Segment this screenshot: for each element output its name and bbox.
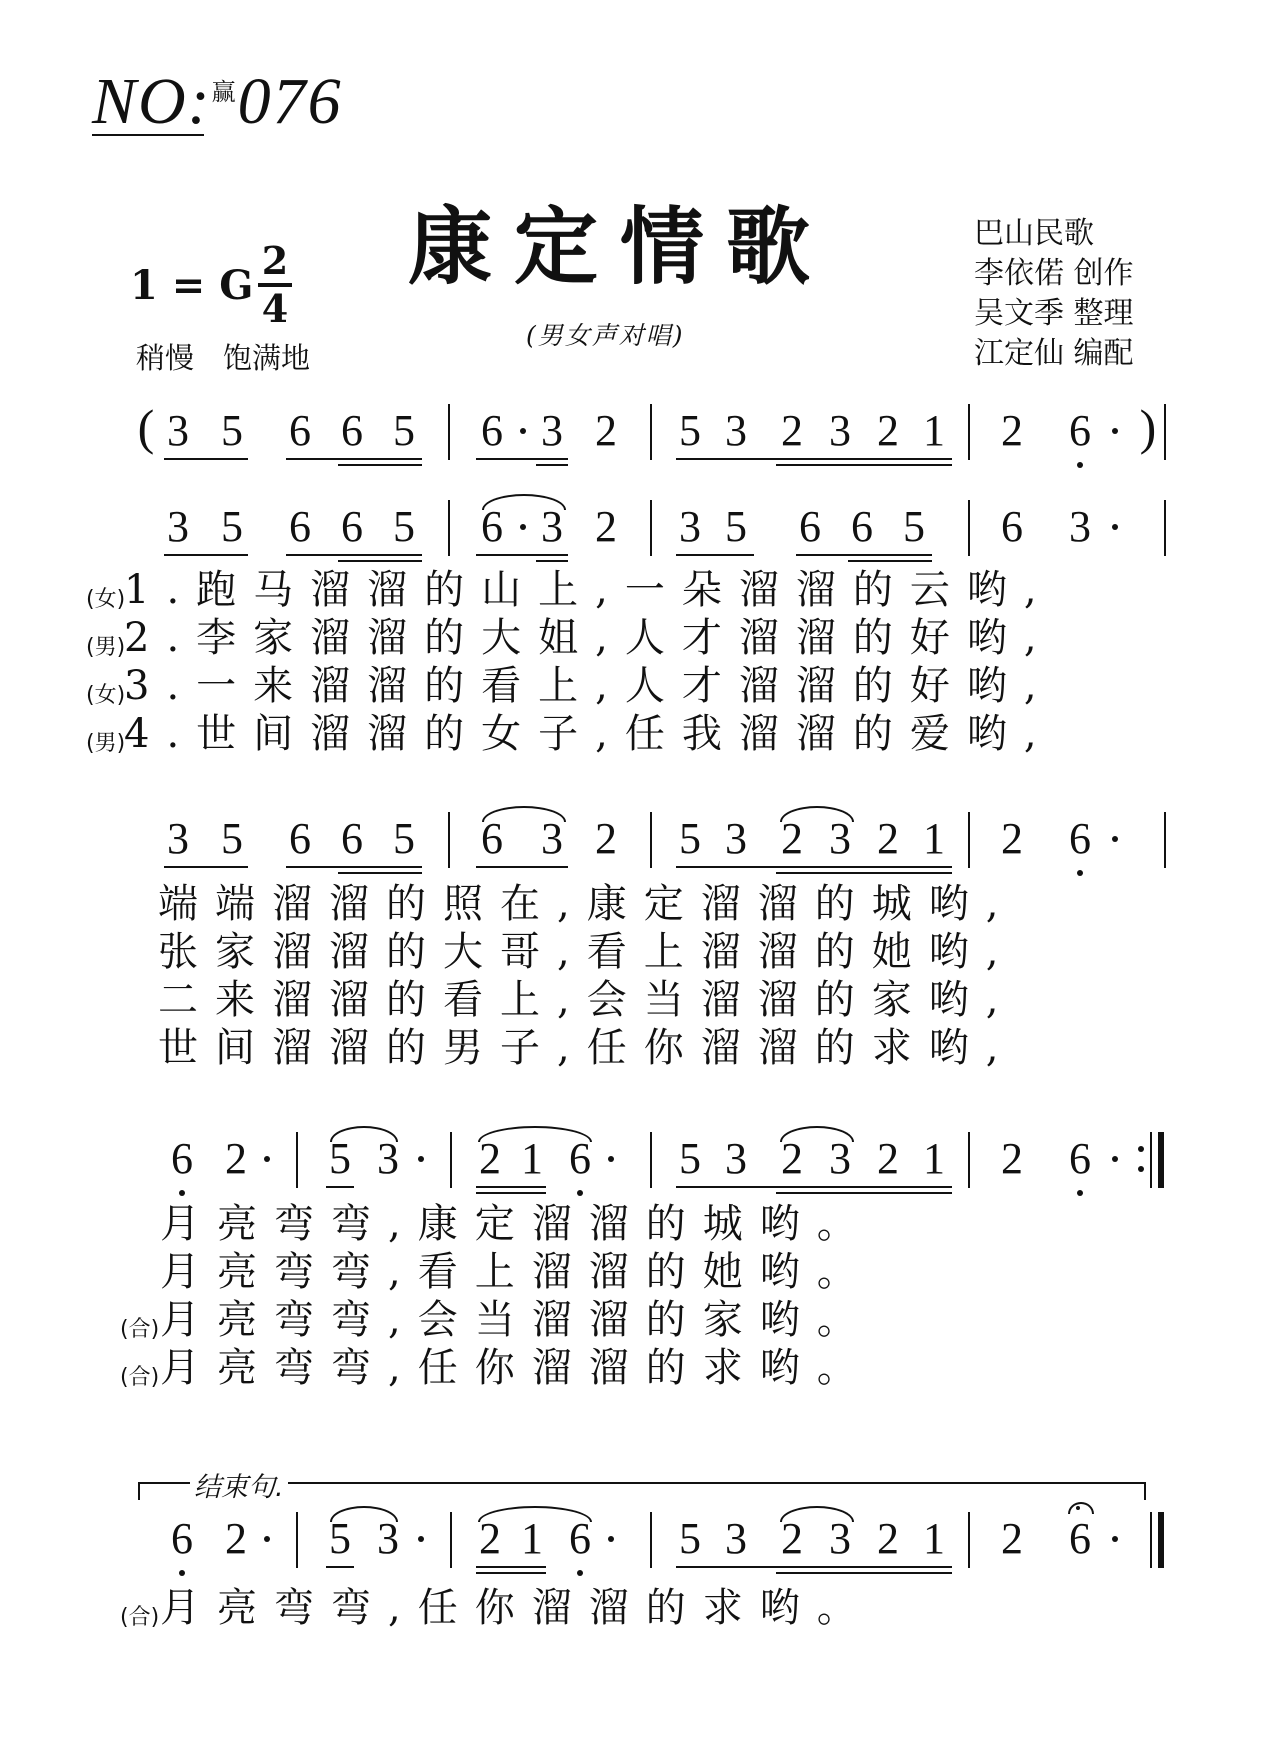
note: 2 xyxy=(225,1134,247,1183)
note: 5 xyxy=(903,502,925,551)
voice-mark: (女) xyxy=(86,587,126,612)
note: 2 xyxy=(479,1134,501,1183)
voice-mark: (合) xyxy=(120,1605,160,1630)
barline xyxy=(448,404,450,460)
note: 5 xyxy=(679,814,701,863)
low-octave-dot xyxy=(577,1190,583,1196)
note: 6 xyxy=(1069,814,1091,863)
note: 1 xyxy=(521,1134,543,1183)
lyric-line: 二来溜溜的看上,会当溜溜的家哟, xyxy=(158,977,1016,1023)
dot xyxy=(264,1156,270,1162)
note: 6 xyxy=(171,1134,193,1183)
note: 2 xyxy=(877,406,899,455)
note: 3 xyxy=(167,406,189,455)
note: 2 xyxy=(595,814,617,863)
lyric-line: 张家溜溜的大哥,看上溜溜的她哟, xyxy=(158,929,1016,975)
note: 1 xyxy=(923,406,945,455)
note: 2 xyxy=(781,406,803,455)
note: 2 xyxy=(595,406,617,455)
beam xyxy=(286,866,422,868)
note: 2 xyxy=(877,814,899,863)
lyric-line: 月亮弯弯,任你溜溜的求哟。 xyxy=(160,1585,874,1631)
beam xyxy=(338,560,422,562)
ending-label: 结束句. xyxy=(190,1465,288,1504)
note: 3 xyxy=(829,1134,851,1183)
barline xyxy=(650,812,652,868)
note: 6 xyxy=(1069,1514,1091,1563)
note: 2 xyxy=(877,1514,899,1563)
lyric-line: 世间溜溜的男子,任你溜溜的求哟, xyxy=(158,1025,1016,1071)
dot xyxy=(1112,836,1118,842)
repeat-close-paren: ) xyxy=(1139,399,1157,455)
low-octave-dot xyxy=(577,1570,583,1576)
ending-bracket-left xyxy=(138,1482,140,1500)
beam xyxy=(776,1572,952,1574)
note: 3 xyxy=(377,1514,399,1563)
time-signature xyxy=(258,240,292,330)
beam xyxy=(164,554,248,556)
barline xyxy=(650,1512,652,1568)
note: 2 xyxy=(1001,406,1023,455)
barline xyxy=(1164,812,1166,868)
note: 2 xyxy=(1001,1134,1023,1183)
voice-mark: (女) xyxy=(86,683,126,708)
note: 3 xyxy=(541,406,563,455)
note: 3 xyxy=(541,502,563,551)
barline xyxy=(968,1132,970,1188)
note: 5 xyxy=(221,406,243,455)
note: 3 xyxy=(1069,502,1091,551)
note: 6 xyxy=(481,502,503,551)
dot xyxy=(608,1536,614,1542)
final-barline-thin xyxy=(1150,1512,1152,1568)
note: 6 xyxy=(481,814,503,863)
repeat-barline-thick xyxy=(1158,1132,1164,1188)
beam xyxy=(476,1566,546,1568)
beam xyxy=(476,554,568,556)
beam xyxy=(776,464,952,466)
credit-origin: 巴山民歌 xyxy=(974,216,1094,251)
note: 3 xyxy=(725,814,747,863)
note: 6 xyxy=(171,1514,193,1563)
beam xyxy=(326,1186,354,1188)
note: 1 xyxy=(923,814,945,863)
note: 3 xyxy=(541,814,563,863)
voice-mark: (合) xyxy=(120,1317,160,1342)
note: 2 xyxy=(877,1134,899,1183)
lyric-line: 端端溜溜的照在,康定溜溜的城哟, xyxy=(158,881,1016,927)
barline xyxy=(968,812,970,868)
note: 2 xyxy=(781,1514,803,1563)
low-octave-dot xyxy=(179,1570,185,1576)
note: 5 xyxy=(329,1514,351,1563)
dot xyxy=(1112,524,1118,530)
barline xyxy=(968,1512,970,1568)
note: 3 xyxy=(725,1514,747,1563)
note: 5 xyxy=(679,1134,701,1183)
note: 6 xyxy=(341,814,363,863)
note: 3 xyxy=(725,1134,747,1183)
beam xyxy=(286,554,422,556)
credit-arranger: 吴文季 整理 xyxy=(974,296,1134,331)
note: 3 xyxy=(167,814,189,863)
barline xyxy=(448,500,450,556)
score-number-stamp: 赢 xyxy=(211,80,238,106)
beam xyxy=(676,554,754,556)
lyric-line: 4.世间溜溜的女子,任我溜溜的爱哟, xyxy=(124,711,1054,757)
note: 6 xyxy=(1069,1134,1091,1183)
score-number-underline xyxy=(92,134,204,136)
note: 3 xyxy=(377,1134,399,1183)
note: 1 xyxy=(923,1134,945,1183)
lyric-line: 3.一来溜溜的看上,人才溜溜的好哟, xyxy=(124,663,1054,709)
note: 5 xyxy=(393,814,415,863)
note: 6 xyxy=(341,406,363,455)
low-octave-dot xyxy=(1077,462,1083,468)
note: 3 xyxy=(679,502,701,551)
note: 5 xyxy=(221,814,243,863)
beam xyxy=(776,1192,952,1194)
beam xyxy=(164,458,248,460)
barline xyxy=(968,404,970,460)
dot xyxy=(520,428,526,434)
dot xyxy=(520,524,526,530)
lyric-line: 2.李家溜溜的大姐,人才溜溜的好哟, xyxy=(124,615,1054,661)
dot xyxy=(264,1536,270,1542)
note: 2 xyxy=(781,814,803,863)
note: 6 xyxy=(1069,406,1091,455)
barline xyxy=(650,1132,652,1188)
barline xyxy=(650,500,652,556)
beam xyxy=(676,458,952,460)
barline xyxy=(1164,500,1166,556)
low-octave-dot xyxy=(1077,870,1083,876)
lyric-line: 1.跑马溜溜的山上,一朵溜溜的云哟, xyxy=(124,567,1054,613)
note: 3 xyxy=(167,502,189,551)
beam xyxy=(676,1566,952,1568)
dot xyxy=(418,1156,424,1162)
barline xyxy=(296,1132,298,1188)
beam xyxy=(476,1572,546,1574)
note: 6 xyxy=(289,814,311,863)
note: 2 xyxy=(781,1134,803,1183)
dot xyxy=(1112,1156,1118,1162)
fermata xyxy=(1068,1502,1094,1514)
beam xyxy=(848,560,932,562)
note: 6 xyxy=(289,406,311,455)
note: 2 xyxy=(1001,814,1023,863)
note: 3 xyxy=(829,814,851,863)
beam xyxy=(536,560,568,562)
time-signature-bottom: 4 xyxy=(261,286,289,331)
barline xyxy=(968,500,970,556)
dot xyxy=(1112,1536,1118,1542)
dot xyxy=(608,1156,614,1162)
credit-harmonizer: 江定仙 编配 xyxy=(974,336,1134,371)
note: 5 xyxy=(393,502,415,551)
beam xyxy=(476,458,568,460)
ending-bracket-right xyxy=(1144,1482,1146,1500)
note: 2 xyxy=(225,1514,247,1563)
repeat-dot xyxy=(1138,1166,1144,1172)
note: 6 xyxy=(289,502,311,551)
beam xyxy=(796,554,932,556)
barline xyxy=(650,404,652,460)
note: 6 xyxy=(1001,502,1023,551)
note: 5 xyxy=(679,1514,701,1563)
beam xyxy=(676,1186,952,1188)
song-title: 康定情歌 xyxy=(408,197,833,296)
barline xyxy=(296,1512,298,1568)
low-octave-dot xyxy=(179,1190,185,1196)
note: 3 xyxy=(725,406,747,455)
credits xyxy=(974,214,1134,374)
repeat-barline-thin xyxy=(1150,1132,1152,1188)
note: 5 xyxy=(393,406,415,455)
time-signature-top: 2 xyxy=(261,238,289,283)
note: 3 xyxy=(829,1514,851,1563)
beam xyxy=(326,1566,354,1568)
note: 6 xyxy=(569,1514,591,1563)
note: 2 xyxy=(479,1514,501,1563)
dot xyxy=(418,1536,424,1542)
ending-bracket-line xyxy=(138,1482,1146,1484)
beam xyxy=(476,1192,546,1194)
key-signature: 1 = G xyxy=(130,262,254,309)
fermata-dot xyxy=(1076,1506,1080,1510)
score-number xyxy=(92,64,343,140)
barline xyxy=(450,1132,452,1188)
tempo-marking: 稍慢 饱满地 xyxy=(136,341,311,375)
barline xyxy=(1164,404,1166,460)
note: 5 xyxy=(679,406,701,455)
note: 1 xyxy=(521,1514,543,1563)
note: 6 xyxy=(569,1134,591,1183)
dot xyxy=(1112,428,1118,434)
beam xyxy=(476,1186,546,1188)
beam xyxy=(338,464,422,466)
score-number-value: 076 xyxy=(237,65,343,138)
repeat-dot xyxy=(1138,1146,1144,1152)
note: 6 xyxy=(481,406,503,455)
low-octave-dot xyxy=(1077,1190,1083,1196)
voice-mark: (合) xyxy=(120,1365,160,1390)
song-subtitle: (男女声对唱) xyxy=(526,321,685,350)
note: 1 xyxy=(923,1514,945,1563)
note: 5 xyxy=(221,502,243,551)
beam xyxy=(676,866,952,868)
beam xyxy=(776,872,952,874)
beam xyxy=(286,458,422,460)
barline xyxy=(448,812,450,868)
note: 6 xyxy=(341,502,363,551)
note: 2 xyxy=(595,502,617,551)
barline xyxy=(450,1512,452,1568)
note: 5 xyxy=(725,502,747,551)
credit-composer: 李依偌 创作 xyxy=(974,256,1134,291)
score-number-prefix: NO: xyxy=(92,65,212,138)
beam xyxy=(164,866,248,868)
lyric-line: 月亮弯弯,任你溜溜的求哟。 xyxy=(160,1345,874,1391)
repeat-open-paren: ( xyxy=(137,399,155,455)
lyric-line: 月亮弯弯,看上溜溜的她哟。 xyxy=(160,1249,874,1295)
voice-mark: (男) xyxy=(86,635,126,660)
note: 2 xyxy=(1001,1514,1023,1563)
note: 6 xyxy=(851,502,873,551)
beam xyxy=(536,464,568,466)
note: 3 xyxy=(829,406,851,455)
beam xyxy=(338,872,422,874)
beam xyxy=(476,866,568,868)
lyric-line: 月亮弯弯,康定溜溜的城哟。 xyxy=(160,1201,874,1247)
note: 5 xyxy=(329,1134,351,1183)
final-barline-thick xyxy=(1158,1512,1164,1568)
note: 6 xyxy=(799,502,821,551)
voice-mark: (男) xyxy=(86,731,126,756)
lyric-line: 月亮弯弯,会当溜溜的家哟。 xyxy=(160,1297,874,1343)
